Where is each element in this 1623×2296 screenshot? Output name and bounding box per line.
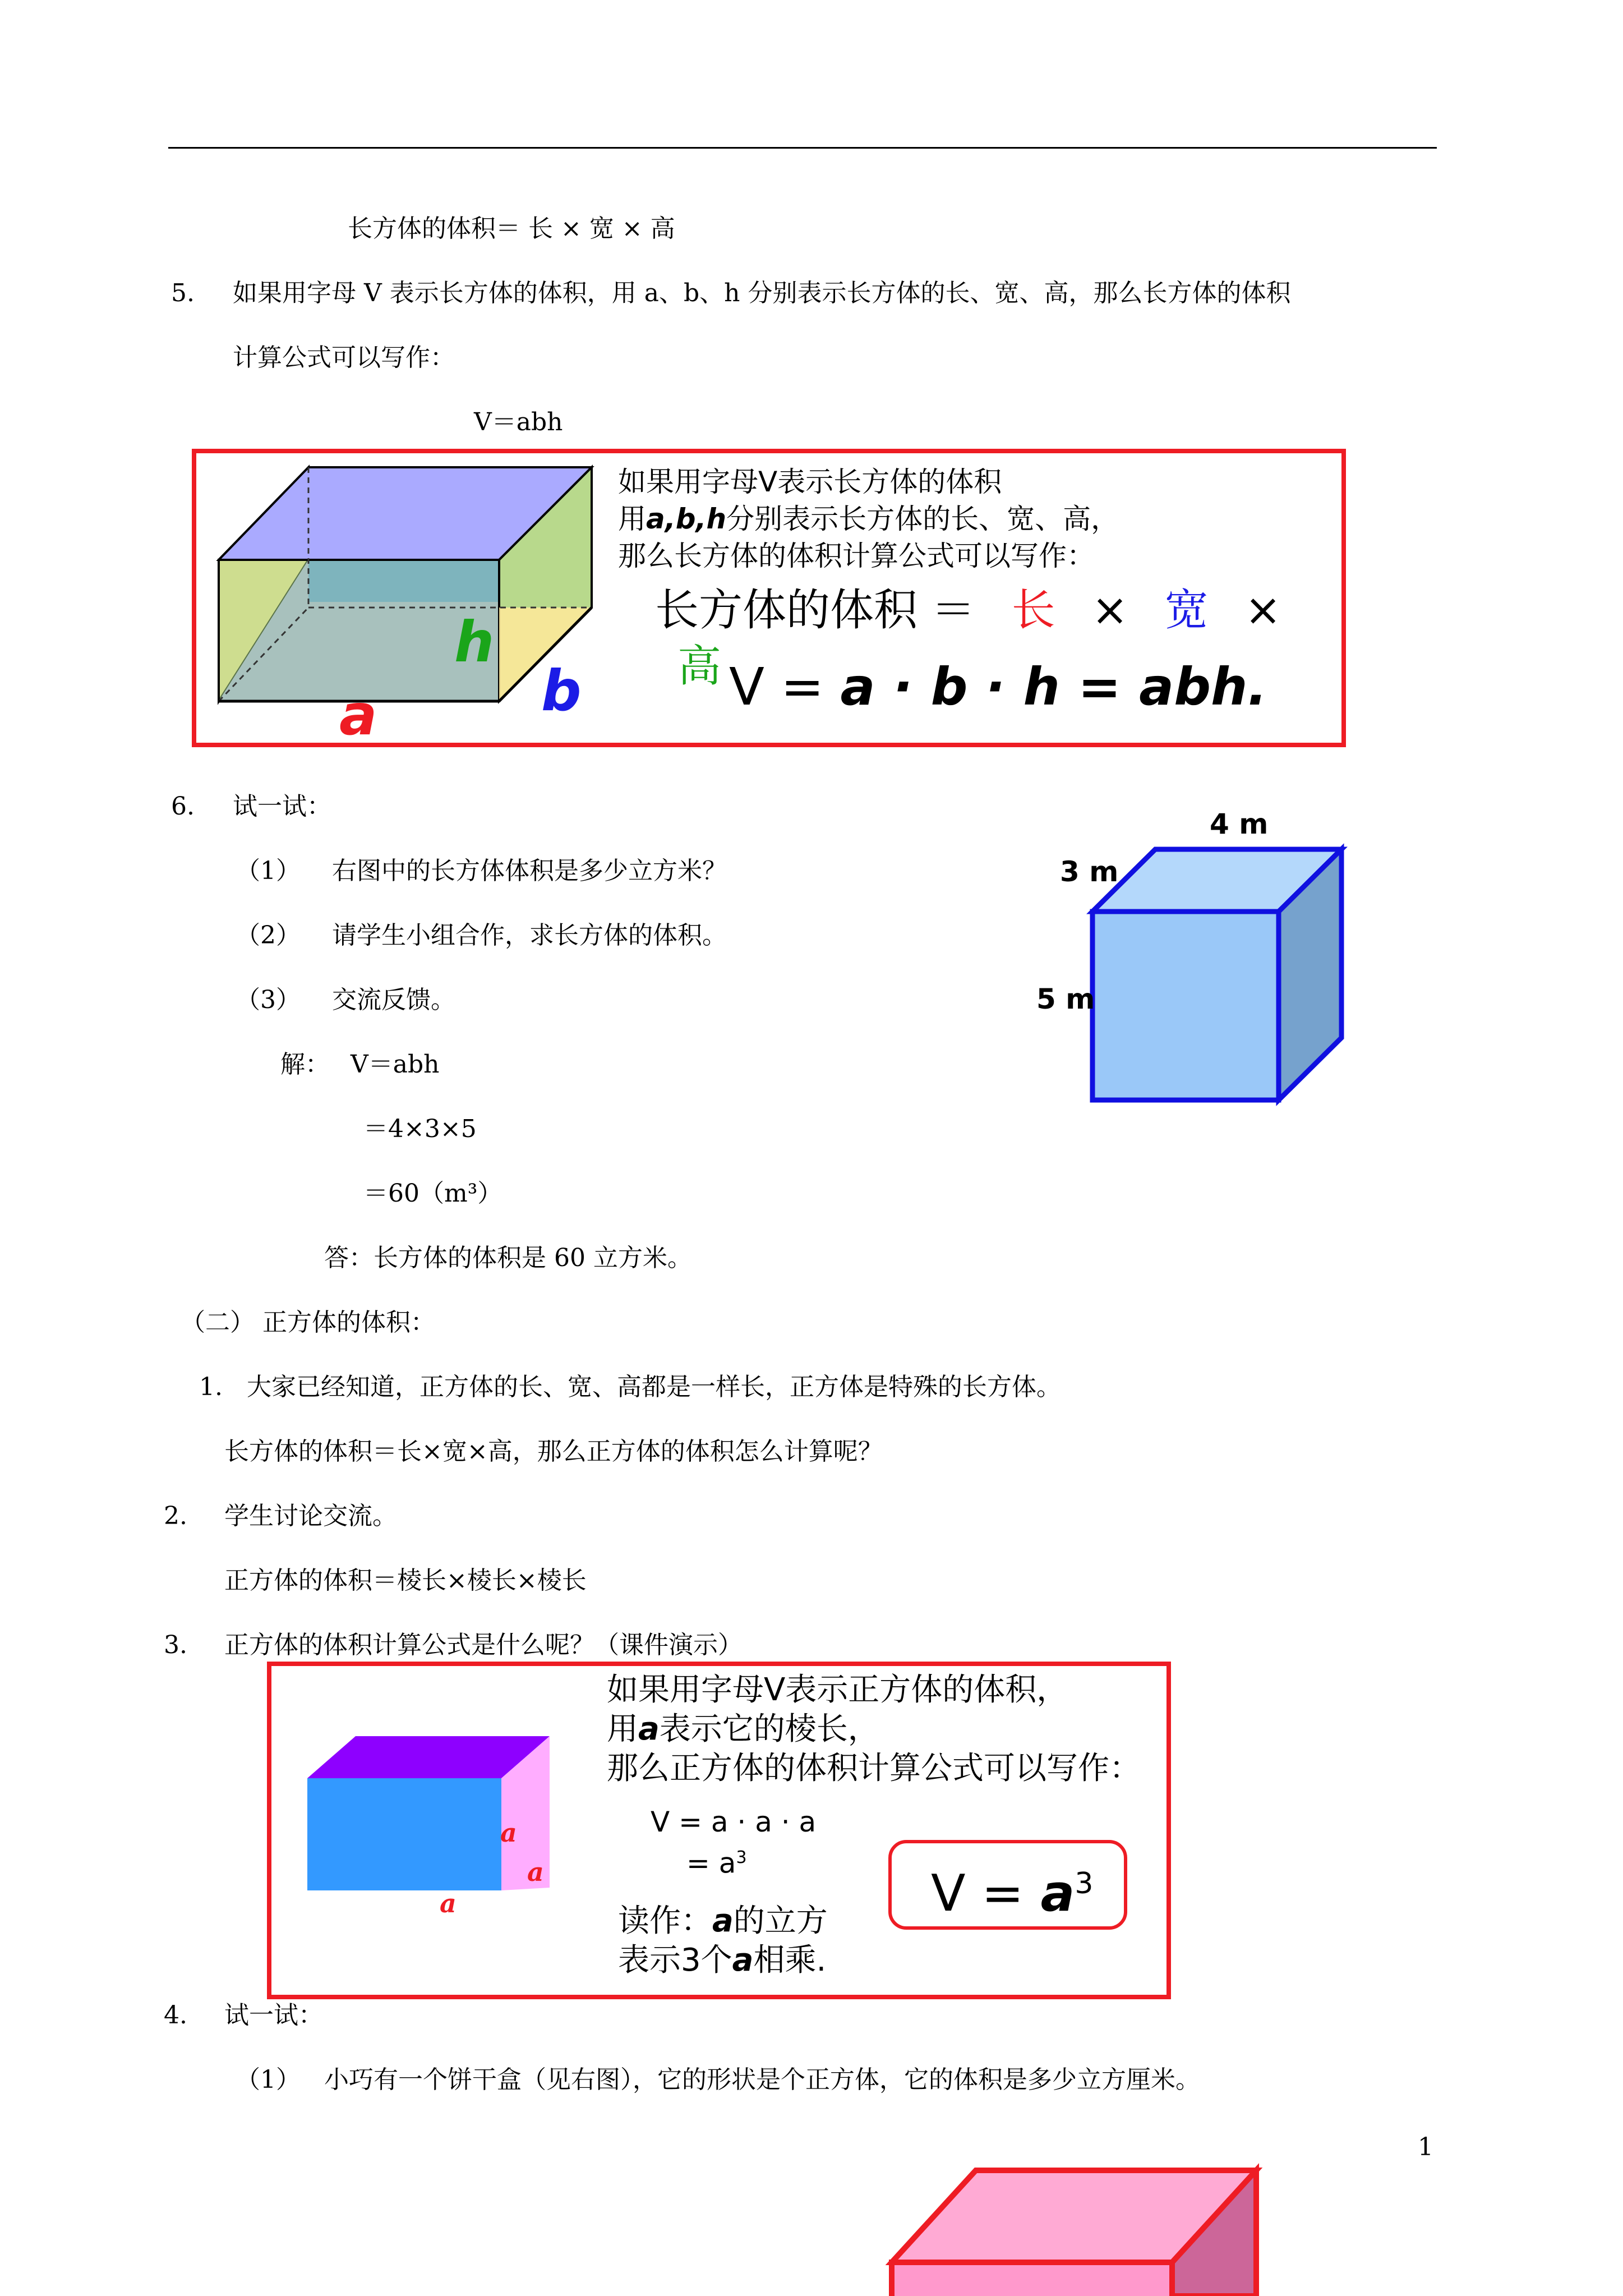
meaning-text: 表示3个a相乘. (618, 1942, 827, 1978)
read-as-text: 读作：a的立方 (618, 1903, 828, 1939)
calc-line: V = a · a · a (651, 1806, 817, 1838)
figure-text: 用a,b,h分别表示长方体的长、宽、高， (618, 503, 1119, 535)
question-number: （3） (236, 986, 301, 1014)
question-text: 交流反馈。 (332, 986, 455, 1014)
section-heading: （二） 正方体的体积： (181, 1308, 435, 1337)
width-label: b (541, 658, 582, 724)
figure-text: 用a表示它的棱长， (607, 1711, 879, 1747)
figure-text: 如果用字母V表示正方体的体积， (607, 1672, 1068, 1708)
result-formula: $V = a^3$ (931, 1864, 1094, 1923)
calc-line: = $a^3$ (686, 1847, 747, 1880)
length-label: a (339, 682, 377, 748)
question-number: （2） (236, 921, 301, 950)
figure-text: 那么长方体的体积计算公式可以写作： (618, 540, 1095, 572)
solution-label: 解： (280, 1050, 330, 1079)
item-number: 1. (199, 1373, 223, 1401)
pink-cube-diagram (880, 2162, 1273, 2296)
question-text: 请学生小组合作，求长方体的体积。 (332, 921, 727, 950)
question-number: （1） (236, 857, 301, 885)
item-number: 6. (171, 792, 195, 821)
item-number: 4. (164, 2001, 187, 2030)
page-number: 1 (1418, 2133, 1433, 2161)
blue-cuboid-diagram (1077, 841, 1357, 1116)
height-dimension-label: 5 m (1036, 983, 1095, 1015)
volume-word-formula: 长方体的体积＝ 长 × 宽 × 高 (348, 214, 675, 243)
edge-label: a (500, 1818, 517, 1848)
figure-text: 那么正方体的体积计算公式可以写作： (607, 1750, 1141, 1787)
height-label: h (454, 609, 495, 675)
cube-formula-figure (267, 1662, 1171, 1999)
item-number: 3. (164, 1631, 187, 1659)
item-text: 正方体的体积＝棱长×棱长×棱长 (224, 1566, 587, 1595)
solution-line: ＝4×3×5 (363, 1115, 477, 1143)
item-number: 5. (171, 279, 195, 307)
width-dimension-label: 3 m (1060, 855, 1119, 888)
question-number: （1） (236, 2065, 301, 2094)
solution-line: V＝abh (351, 1050, 440, 1079)
item-text: 如果用字母 V 表示长方体的体积，用 a、b、h 分别表示长方体的长、宽、高，那么长方体的体积 (233, 279, 1291, 307)
item-text: 学生讨论交流。 (224, 1502, 397, 1530)
item-text: 计算公式可以写作： (233, 343, 455, 372)
header-rule (168, 147, 1437, 149)
question-text: 小巧有一个饼干盒（见右图），它的形状是个正方体，它的体积是多少立方厘米。 (324, 2065, 1200, 2094)
word-formula: 长方体的体积 ＝ 长 × 宽 × 高 (655, 585, 1281, 692)
item-text: 正方体的体积计算公式是什么呢？（课件演示） (224, 1631, 743, 1659)
edge-label: a (440, 1888, 457, 1918)
item-text: 长方体的体积＝长×宽×高，那么正方体的体积怎么计算呢？ (224, 1437, 883, 1466)
edge-label: a (527, 1857, 544, 1887)
letter-formula: V = a · b · h = abh. (729, 657, 1267, 717)
item-title: 试一试： (224, 2001, 323, 2030)
answer-text: 答：长方体的体积是 60 立方米。 (324, 1244, 692, 1272)
formula-text: V＝abh (474, 408, 563, 436)
length-dimension-label: 4 m (1210, 808, 1269, 840)
figure-text: 如果用字母V表示长方体的体积 (618, 466, 1002, 498)
question-text: 右图中的长方体体积是多少立方米？ (332, 857, 727, 885)
item-number: 2. (164, 1502, 187, 1530)
solution-line: ＝60（m³） (363, 1179, 502, 1208)
item-text: 大家已经知道，正方体的长、宽、高都是一样长，正方体是特殊的长方体。 (247, 1373, 1061, 1401)
item-title: 试一试： (233, 792, 331, 821)
cuboid-formula-figure (192, 449, 1346, 747)
result-formula-box (888, 1840, 1127, 1930)
